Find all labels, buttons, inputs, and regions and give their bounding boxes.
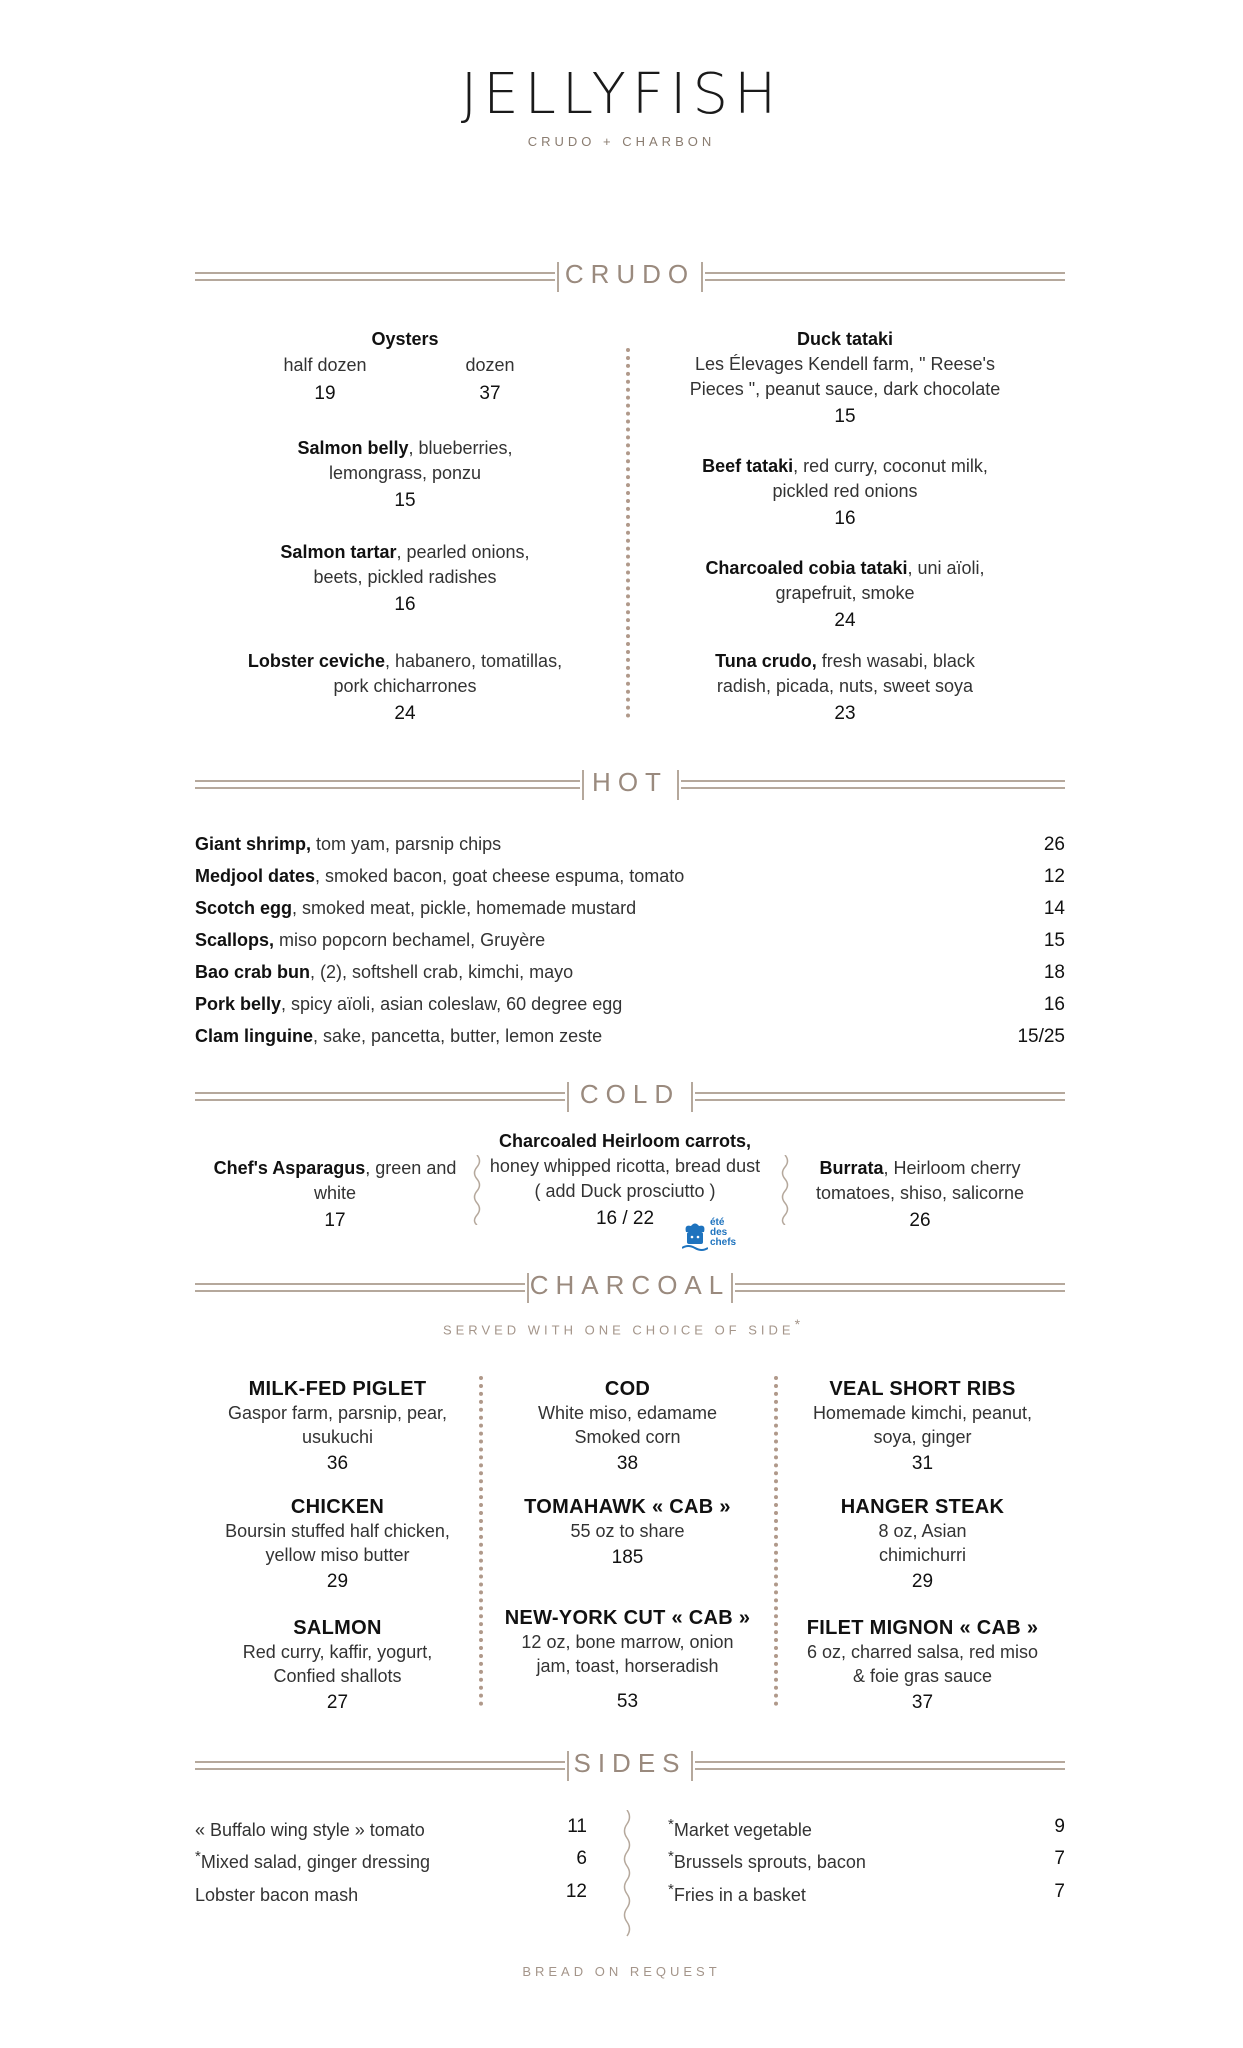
side-name: Mixed salad, ginger dressing (200, 1852, 430, 1872)
note-mark: * (794, 1316, 801, 1332)
item-price: 24 (394, 703, 416, 724)
item-name: MILK-FED PIGLET (248, 1378, 427, 1400)
item-name: Lobster ceviche (247, 651, 385, 671)
item-desc: yellow miso butter (265, 1545, 410, 1565)
item-desc: , habanero, tomatillas, (384, 651, 563, 671)
menu-row (195, 834, 1065, 866)
item-desc: white (313, 1183, 357, 1203)
item-price: 16 (1043, 994, 1065, 1015)
item-price: 38 (616, 1453, 639, 1474)
item-name: Duck tataki (796, 329, 894, 349)
item-name: Scallops, (195, 930, 275, 950)
side-name: Market vegetable (673, 1820, 812, 1840)
section-header-sides (195, 1746, 1065, 1786)
item-desc: chimichurri (878, 1545, 966, 1565)
menu-item (660, 556, 1030, 633)
item-desc: usukuchi (301, 1427, 374, 1447)
side-price: 7 (1054, 1848, 1065, 1869)
item-desc: jam, toast, horseradish (536, 1656, 719, 1676)
item-price: 24 (834, 610, 856, 631)
item-price: 27 (326, 1692, 349, 1713)
side-mark: * (195, 1848, 201, 1865)
item-name: SALMON (293, 1617, 382, 1639)
divider-charcoal-left (479, 1376, 483, 1706)
side-row (195, 1816, 587, 1848)
item-desc: Boursin stuffed half chicken, (225, 1521, 450, 1541)
side-row (195, 1848, 587, 1880)
divider-crudo (626, 348, 630, 718)
item-price: 53 (616, 1691, 639, 1712)
footer-note: BREAD ON REQUEST (522, 1964, 721, 1979)
item-name: Oysters (371, 329, 439, 349)
side-row (668, 1848, 1065, 1880)
item-desc: grapefruit, smoke (775, 583, 915, 603)
side-name: « Buffalo wing style » tomato (195, 1820, 425, 1840)
item-price: 18 (1043, 962, 1065, 983)
item-desc: , blueberries, (408, 438, 513, 458)
item-desc: Pieces ", peanut sauce, dark chocolate (689, 379, 1001, 399)
charcoal-item (790, 1377, 1055, 1476)
item-desc: honey whipped ricotta, bread dust (489, 1156, 761, 1176)
charcoal-item (205, 1377, 470, 1476)
item-price: 36 (326, 1453, 349, 1474)
item-name: Chef's Asparagus (213, 1158, 366, 1178)
item-price: 15 (394, 490, 416, 511)
item-desc: , green and (365, 1158, 457, 1178)
item-desc: Confied shallots (273, 1666, 402, 1686)
wavy-divider (620, 1810, 634, 1940)
item-name: Charcoaled Heirloom carrots, (498, 1131, 752, 1151)
item-desc: , smoked bacon, goat cheese espuma, tomato (315, 866, 685, 886)
side-row (668, 1881, 1065, 1913)
item-price: 17 (324, 1210, 346, 1231)
item-desc: , uni aïoli, (907, 558, 985, 578)
menu-item (230, 436, 580, 513)
section-title-charcoal: CHARCOAL (529, 1270, 731, 1300)
side-price: 7 (1054, 1881, 1065, 1902)
item-price: 26 (1043, 834, 1065, 855)
item-desc: Les Élevages Kendell farm, " Reese's (695, 354, 995, 374)
item-name: Salmon tartar (280, 542, 397, 562)
menu-item (790, 1156, 1050, 1233)
item-desc: Gaspor farm, parsnip, pear, (227, 1403, 448, 1423)
item-name: TOMAHAWK « CAB » (524, 1496, 731, 1518)
item-desc: White miso, edamame (537, 1403, 718, 1423)
menu-item (205, 1156, 465, 1233)
charcoal-note (0, 1316, 1243, 1337)
item-desc: Red curry, kaffir, yogurt, (242, 1642, 433, 1662)
section-header-cold (195, 1077, 1065, 1117)
charcoal-item (495, 1495, 760, 1570)
section-header-crudo (195, 257, 1065, 297)
item-price: 26 (909, 1210, 931, 1231)
item-desc: 55 oz to share (570, 1521, 685, 1541)
item-desc: beets, pickled radishes (313, 567, 497, 587)
oysters-dozen-label: dozen (465, 355, 515, 375)
badge-text: été (710, 1217, 725, 1228)
menu-item-oysters (250, 327, 560, 352)
item-name: Pork belly (195, 994, 282, 1014)
section-title-hot: HOT (592, 767, 668, 797)
item-name: Burrata (819, 1158, 884, 1178)
item-name: HANGER STEAK (840, 1496, 1005, 1518)
item-desc: lemongrass, ponzu (328, 463, 482, 483)
item-desc: Smoked corn (574, 1427, 681, 1447)
item-price: 12 (1043, 866, 1065, 887)
item-desc: tomatoes, shiso, salicorne (815, 1183, 1025, 1203)
charcoal-item (205, 1616, 470, 1715)
item-price: 15/25 (1017, 1026, 1065, 1047)
menu-item (660, 649, 1030, 726)
item-name: Tuna crudo, (715, 651, 817, 671)
item-price: 23 (834, 703, 856, 724)
side-mark: * (668, 1848, 674, 1865)
charcoal-item (780, 1616, 1065, 1715)
menu-item (220, 649, 590, 726)
item-desc: , pearled onions, (396, 542, 530, 562)
side-mark: * (668, 1881, 674, 1898)
side-price: 12 (565, 1881, 587, 1902)
menu-row (195, 1026, 1065, 1058)
item-desc: , sake, pancetta, butter, lemon zeste (313, 1026, 603, 1046)
item-name: NEW-YORK CUT « CAB » (504, 1607, 751, 1629)
ete-des-chefs-logo (682, 1218, 742, 1258)
item-name: Scotch egg (195, 898, 293, 918)
item-price: 31 (911, 1453, 934, 1474)
item-desc: 8 oz, Asian (878, 1521, 967, 1541)
item-price: 29 (911, 1571, 934, 1592)
menu-item (660, 327, 1030, 429)
side-name: Fries in a basket (673, 1885, 806, 1905)
item-price: 14 (1043, 898, 1065, 919)
side-name: Brussels sprouts, bacon (673, 1852, 866, 1872)
item-name: FILET MIGNON « CAB » (806, 1617, 1039, 1639)
item-name: COD (604, 1378, 651, 1400)
item-name: Beef tataki (702, 456, 794, 476)
side-row (195, 1881, 587, 1913)
item-desc: , Heirloom cherry (883, 1158, 1021, 1178)
item-name: CHICKEN (290, 1496, 385, 1518)
item-name: Clam linguine (195, 1026, 314, 1046)
item-name: Charcoaled cobia tataki (705, 558, 908, 578)
charcoal-item (790, 1495, 1055, 1594)
side-name: Lobster bacon mash (195, 1885, 359, 1905)
item-price: 16 (394, 594, 416, 615)
item-price: 29 (326, 1571, 349, 1592)
item-desc: pickled red onions (772, 481, 918, 501)
oysters-half-price: 19 (314, 383, 336, 404)
item-desc: , spicy aïoli, asian coleslaw, 60 degree egg (281, 994, 623, 1014)
menu-item (230, 540, 580, 617)
side-row (668, 1816, 1065, 1848)
section-title-sides: SIDES (573, 1748, 687, 1778)
item-price: 15 (1043, 930, 1065, 951)
section-title-cold: COLD (579, 1079, 681, 1109)
item-name: VEAL SHORT RIBS (829, 1378, 1016, 1400)
item-desc: , red curry, coconut milk, (793, 456, 988, 476)
oysters-dozen-price: 37 (479, 383, 501, 404)
item-desc: 12 oz, bone marrow, onion (521, 1632, 734, 1652)
item-desc: & foie gras sauce (852, 1666, 993, 1686)
item-name: Salmon belly (297, 438, 409, 458)
charcoal-item (205, 1495, 470, 1594)
menu-row (195, 866, 1065, 898)
side-price: 6 (576, 1848, 587, 1869)
item-price: 16 / 22 (595, 1208, 655, 1229)
brand-title: JELLYFISH (460, 62, 783, 127)
charcoal-item (495, 1377, 760, 1476)
item-price: 16 (834, 508, 856, 529)
charcoal-item (485, 1606, 770, 1714)
item-price: 37 (911, 1692, 934, 1713)
item-desc: fresh wasabi, black (816, 651, 975, 671)
menu-row (195, 962, 1065, 994)
brand-subtitle: CRUDO + CHARBON (527, 134, 716, 149)
divider-charcoal-right (774, 1376, 778, 1706)
menu-row (195, 898, 1065, 930)
item-price: 15 (834, 406, 856, 427)
note-text: SERVED WITH ONE CHOICE OF SIDE (442, 1322, 795, 1338)
item-name: Bao crab bun (195, 962, 311, 982)
badge-text: chefs (710, 1237, 737, 1248)
side-price: 9 (1054, 1816, 1065, 1837)
item-desc: ( add Duck prosciutto ) (534, 1181, 716, 1201)
menu-row (195, 930, 1065, 962)
menu-item (480, 1129, 770, 1231)
side-price: 11 (567, 1816, 587, 1837)
item-price: 185 (611, 1547, 644, 1568)
item-desc: Homemade kimchi, peanut, (812, 1403, 1033, 1423)
oysters-half-label: half dozen (283, 355, 367, 375)
section-title-crudo: CRUDO (564, 259, 696, 289)
item-desc: pork chicharrones (333, 676, 477, 696)
item-name: Medjool dates (195, 866, 316, 886)
item-desc: 6 oz, charred salsa, red miso (806, 1642, 1039, 1662)
item-name: Giant shrimp, (195, 834, 312, 854)
menu-row (195, 994, 1065, 1026)
item-desc: , (2), softshell crab, kimchi, mayo (310, 962, 574, 982)
side-mark: * (668, 1816, 674, 1833)
menu-item (660, 454, 1030, 531)
section-header-charcoal (195, 1268, 1065, 1308)
section-header-hot (195, 765, 1065, 805)
item-desc: soya, ginger (873, 1427, 972, 1447)
item-desc: radish, picada, nuts, sweet soya (716, 676, 974, 696)
badge-text: des (710, 1227, 728, 1238)
item-desc: tom yam, parsnip chips (311, 834, 502, 854)
item-desc: , smoked meat, pickle, homemade mustard (292, 898, 637, 918)
item-desc: miso popcorn bechamel, Gruyère (274, 930, 546, 950)
